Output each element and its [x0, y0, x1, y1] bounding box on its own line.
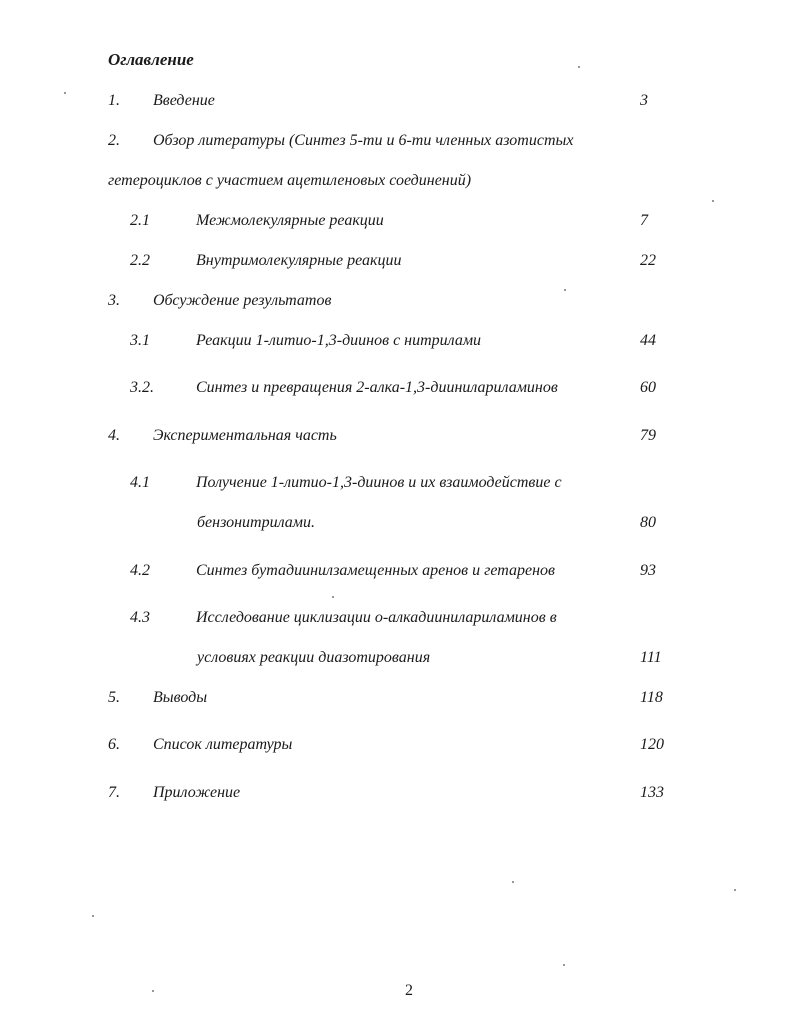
toc-entry-4-3-continuation	[0, 646, 794, 670]
toc-entry-3-1	[0, 329, 794, 353]
toc-entry-2-1	[0, 209, 794, 233]
toc-entry-2-2	[0, 249, 794, 273]
toc-entry-1	[0, 89, 794, 113]
toc-entry-4-3	[0, 606, 794, 630]
toc-entry-page: 111	[640, 649, 662, 666]
toc-entry-number: 4.	[108, 427, 120, 444]
toc-entry-5	[0, 686, 794, 710]
toc-entry-4-1-continuation	[0, 511, 794, 535]
toc-entry-page: 60	[640, 379, 656, 396]
scan-speck	[578, 66, 580, 68]
toc-entry-title: Экспериментальная часть	[153, 427, 337, 444]
toc-entry-3-2	[0, 376, 794, 400]
page-number: 2	[405, 982, 413, 999]
toc-entry-number: 7.	[108, 784, 120, 801]
scan-speck	[564, 289, 566, 291]
toc-entry-page: 93	[640, 562, 656, 579]
toc-entry-title: Введение	[153, 92, 215, 109]
toc-entry-2-continuation	[0, 169, 794, 193]
toc-entry-title: Получение 1-литио-1,3-диинов и их взаимодействие с	[196, 474, 562, 491]
toc-entry-page: 118	[640, 689, 663, 706]
scan-speck	[712, 200, 714, 202]
toc-entry-number: 4.2	[130, 562, 150, 579]
scan-speck	[512, 881, 514, 883]
toc-entry-2	[0, 129, 794, 153]
toc-entry-title: Приложение	[153, 784, 241, 801]
toc-entry-4-1	[0, 471, 794, 495]
toc-entry-number: 2.1	[130, 212, 150, 229]
toc-entry-number: 3.	[108, 292, 120, 309]
toc-entry-page: 133	[640, 784, 664, 801]
toc-entry-title: Синтез и превращения 2-алка-1,3-диинилариламинов	[196, 379, 558, 396]
toc-entry-page: 44	[640, 332, 656, 349]
scan-speck	[563, 964, 565, 966]
scan-speck	[734, 889, 736, 891]
toc-entry-title-continuation: бензонитрилами.	[197, 514, 315, 531]
toc-entry-number: 4.3	[130, 609, 150, 626]
toc-entry-number: 3.2.	[130, 379, 154, 396]
toc-entry-7	[0, 781, 794, 805]
toc-entry-4-2	[0, 559, 794, 583]
toc-entry-title: Внутримолекулярные реакции	[196, 252, 402, 269]
toc-entry-4	[0, 424, 794, 448]
toc-entry-number: 1.	[108, 92, 120, 109]
toc-entry-title: Межмолекулярные реакции	[196, 212, 384, 229]
toc-entry-page: 120	[640, 736, 664, 753]
toc-entry-3	[0, 289, 794, 313]
toc-entry-page: 3	[640, 92, 648, 109]
scan-speck	[92, 915, 94, 917]
toc-heading: Оглавление	[108, 50, 194, 69]
toc-entry-title: Реакции 1-литио-1,3-диинов с нитрилами	[196, 332, 482, 349]
toc-entry-title: Список литературы	[153, 736, 293, 753]
scan-speck	[64, 92, 66, 94]
toc-entry-6	[0, 733, 794, 757]
toc-entry-title: Исследование циклизации о-алкадиинилариламинов в	[196, 609, 557, 626]
toc-entry-number: 3.1	[130, 332, 150, 349]
toc-entry-number: 4.1	[130, 474, 150, 491]
toc-entry-title: Выводы	[153, 689, 208, 706]
toc-entry-title: Обзор литературы (Синтез 5-ти и 6-ти членных азотистых	[153, 132, 574, 149]
toc-entry-number: 5.	[108, 689, 120, 706]
toc-entry-page: 80	[640, 514, 656, 531]
toc-entry-number: 6.	[108, 736, 120, 753]
toc-entry-number: 2.2	[130, 252, 150, 269]
toc-entry-page: 7	[640, 212, 648, 229]
toc-entry-page: 79	[640, 427, 656, 444]
toc-entry-title: Синтез бутадиинилзамещенных аренов и гетаренов	[196, 562, 555, 579]
scan-speck	[332, 596, 334, 598]
toc-entry-title: Обсуждение результатов	[153, 292, 332, 309]
toc-entry-number: 2.	[108, 132, 120, 149]
toc-entry-title-continuation: условиях реакции диазотирования	[197, 649, 431, 666]
page-footer	[0, 982, 794, 1000]
scan-speck	[152, 990, 154, 992]
toc-entry-title-continuation: гетероциклов с участием ацетиленовых соединений)	[108, 172, 472, 189]
toc-entry-page: 22	[640, 252, 656, 269]
